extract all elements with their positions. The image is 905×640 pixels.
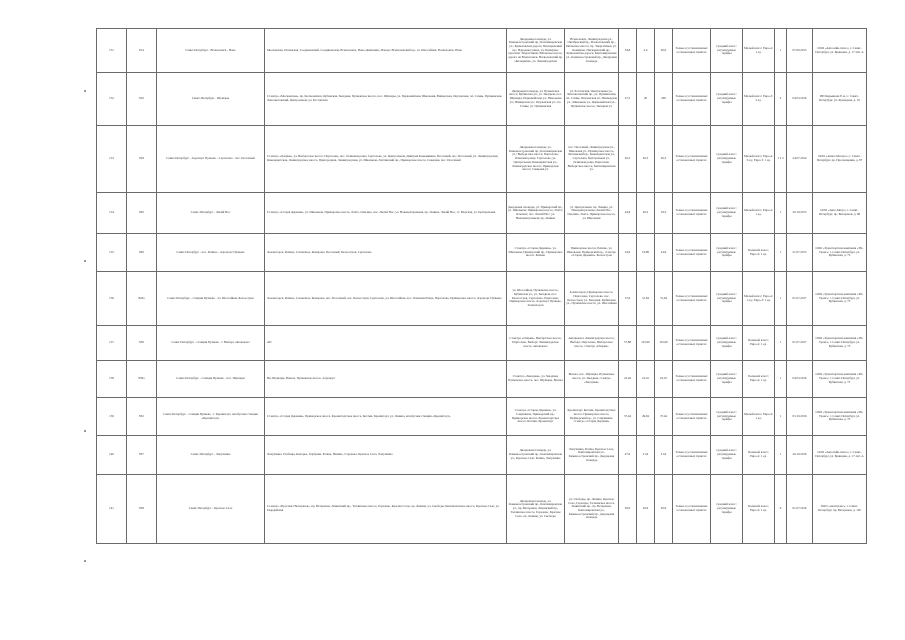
cell-num: 131 [97, 29, 127, 73]
cell-reg: 820 [127, 193, 157, 234]
margin-mark [84, 260, 86, 262]
cell-num: 141 [97, 475, 127, 544]
cell-carrier: ООО «Транспортная компания «ТК-Транс»; г. Санкт-Петербург, ул. Кубинская, д. 73 [813, 361, 867, 398]
cell-len-f: 26,3 [619, 126, 637, 193]
cell-stop-order: Только в установленных остановочных пунктах [673, 326, 711, 361]
cell-len-b: 20 [637, 73, 655, 126]
cell-veh: Большой класс; Евро-4: 1 ед. [743, 234, 775, 272]
table-row [97, 398, 867, 436]
cell-route: Санкт-Петербург - станция Пулково - пос. Шушары [157, 361, 265, 398]
cell-tariff: Средний класс: регулируемые тарифы [711, 193, 743, 234]
cell-veh: Малый класс; Евро-4: 1 ед.; Евро-3: 1 ед. [743, 272, 775, 326]
cell-tariff: Средний класс: регулируемые тарифы [711, 234, 743, 272]
cell-streets-back: Автовокзал, Ленинградское шоссе, Выборг, Парголово, Выборгское шоссе, ст.метро «Озерки» [565, 326, 619, 361]
table-row [97, 361, 867, 398]
cell-date: 24.07.2014 [787, 126, 813, 193]
cell-stop-order: Только в установленных остановочных пунктах [673, 234, 711, 272]
cell-route: Санкт-Петербург - Шушары [157, 73, 265, 126]
cell-len-b: 26,3 [637, 126, 655, 193]
cell-date: 03.10.2016 [787, 398, 813, 436]
cell-stop-order: Только в установленных остановочных пунктах [673, 126, 711, 193]
cell-len-c: 125,00 [655, 326, 673, 361]
cell-date: 21.07.2015 [787, 234, 813, 272]
cell-count: 1 [775, 361, 787, 398]
cell-reg: 818 [127, 126, 157, 193]
cell-stops: Зеленогорск, Репино, Солнечное, Комарово, Песочный, Белоостров, Сертолово [265, 234, 507, 272]
cell-stop-order: Только в установленных остановочных пунктах [673, 193, 711, 234]
cell-route: Санкт-Петербург - станция Пулково - г. Выборг, автовокзал [157, 326, 265, 361]
cell-route: Санкт-Петербург - Всеволожск - Ново [157, 29, 265, 73]
table-row [97, 436, 867, 475]
cell-reg: 814 [127, 29, 157, 73]
cell-route: Санкт-Петербург - Красное Село [157, 475, 265, 544]
cell-streets-fwd: Дворцовая площадь; ул. Каменоостровский пр.; Кантемировская ул.; Выборгское шоссе; Парголово; Осиновая роща; Сертолово; ул. Центральная; Комендантская ул.; Ленинградское шоссе; Приморское шоссе; Северная ул. [507, 126, 565, 193]
cell-stops: Ст.метро «Старая Деревня», Приморское шоссе, Кронштадтское шоссе, Котлин, Кронштадт, ул. Ленина, автобусная станция «Кронштадт» [265, 398, 507, 436]
cell-reg: 826 [127, 234, 157, 272]
cell-count: 1 [775, 436, 787, 475]
cell-carrier: ООО «Транспортная компания «ТК-Транс»; г. Санкт-Петербург, ул. Кубинская, д. 73 [813, 398, 867, 436]
cell-len-c: 20,0 [655, 29, 673, 73]
cell-carrier: ООО «Авто-Метр»; г. Санкт-Петербург, пр. Ветеранов, д. 68 [813, 193, 867, 234]
cell-reg: 838 [127, 475, 157, 544]
table-body [97, 29, 867, 544]
cell-date: 04.03.2016 [787, 361, 813, 398]
cell-veh: Малый класс; Евро-4: 1 ед. [743, 398, 775, 436]
cell-len-b: 22,16 [637, 361, 655, 398]
cell-num: 137 [97, 326, 127, 361]
cell-stops: Ст.метро «Старая Деревня», ул. Школьная, Приморское шоссе, Лахта, Ольгино, пос. Лисий Нос, ул. Новоцентральная, пр. Ленина, Лисий Нос, ст. Морская, ул. Центральная [265, 193, 507, 234]
cell-len-c: 20,0 [655, 475, 673, 544]
cell-reg: 830 [127, 326, 157, 361]
cell-date: 04.03.2016 [787, 73, 813, 126]
cell-len-f: 37,44 [619, 398, 637, 436]
cell-date: 01.07.2017 [787, 272, 813, 326]
cell-count: 2 [775, 73, 787, 126]
table-row [97, 126, 867, 193]
cell-streets-fwd: Дворцовая площадь; ул. Каменоостровский пр.; Кантемировская ул.; Кушелевская дорога; Пискаревский пр.; Народная улица, ул. Коммуны; проспект Энергетиков; Рябовское шоссе; дорога на Всеволожск, Всеволожский пр. «Кольцевая», ул. Ленинградская [507, 29, 565, 73]
cell-stops: Вн. Шушары, Вокзал, Пулковское шоссе, Аэропорт [265, 361, 507, 398]
cell-len-f: 57,88 [619, 326, 637, 361]
cell-streets-back: ул. Ростовская, Центральная ул., Ленсоветовский пр., ул. Пушкинская, пл. Славы, Окуловская ул., Вишерская ул., Школьная ул., Первомайская ул., Пулковское шоссе, Звездная ул. [565, 73, 619, 126]
cell-reg: 832 [127, 398, 157, 436]
cell-len-b: 31,64 [637, 272, 655, 326]
cell-len-c: 200 [655, 73, 673, 126]
cell-streets-back: Вокзал, пос. Шушары, Пулковское шоссе, ул. Звездная, ст.метро «Звездная» [565, 361, 619, 398]
cell-carrier: ООО «Автотранс»; г. Санкт-Петербург, пр. Ветеранов, д. 120 [813, 475, 867, 544]
cell-veh: Малый класс; Евро-3: 2 ед. [743, 73, 775, 126]
cell-tariff: Средний класс: регулируемые тарифы [711, 29, 743, 73]
cell-streets-fwd: Ст.метро «Старая Деревня», ул. Школьная, Приморский пр., Приморское шоссе, Репино [507, 234, 565, 272]
cell-veh: Малый класс; Евро-4: 1 ед. [743, 29, 775, 73]
cell-carrier: ООО «Автолайн-плюс»; г. Санкт-Петербург, ул. Брянцева, д. 17 лит. А [813, 29, 867, 73]
cell-num: 134 [97, 193, 127, 234]
cell-veh: Большой класс; Евро-4: 1 ед. [743, 436, 775, 475]
cell-streets-fwd: Дворцовая площадь, ул. Пулковское шоссе; Кубинская ул.; ул. Звездная; пос. Шушары; Первомайская ул.; Школьная ул.; Вишерская ул.; Окуловская ул.; пл. Славы; ул. Пушкинская [507, 73, 565, 126]
cell-tariff: Средний класс: регулируемые тарифы [711, 73, 743, 126]
cell-route: Санкт-Петербург - Лисий Нос [157, 193, 265, 234]
cell-streets-fwd: Дворцовая площадь, ул. Каменоостровский пр., Кантемировская ул., Красное Село, Ропша, Лопухинка [507, 436, 565, 475]
cell-count: 1 2 3 [775, 126, 787, 193]
cell-num: 140 [97, 436, 127, 475]
cell-count: 1 [775, 29, 787, 73]
cell-tariff: Средний класс: регулируемые тарифы [711, 398, 743, 436]
cell-streets-back: ул. Свободы, пр. Ленина, Красное Село, Горелово, Таллинское шоссе, Ленинский пр., пр. Ветеранов, Кантемировская ул., Каменоостровский пр., Дворцовая площадь [565, 475, 619, 544]
table-row [97, 475, 867, 544]
cell-num: 135 [97, 234, 127, 272]
cell-count: 1 [775, 234, 787, 272]
cell-date: 01.07.2016 [787, 475, 813, 544]
cell-streets-fwd: Дворцовая площадь, ул. Каменоостровский пр., Кантемировская ул., пр. Ветеранов, Ленинский пр., Таллинское шоссе, Горелово, Красное Село, пр. Ленина, ул. Свободы [507, 475, 565, 544]
cell-count: 9 [775, 475, 787, 544]
cell-len-b: 125,00 [637, 326, 655, 361]
table-row [97, 193, 867, 234]
cell-stops: Зеленогорск, Репино, Солнечное, Комарово, пос. Песочный, пос. Белоостров, Сертолово, ул. Шоссейная, пос. Осиновая Роща, Парголово, Приморское шоссе, Аэропорт Пулково [265, 272, 507, 326]
cell-len-b: 20,2 [637, 193, 655, 234]
cell-len-b: 19,89 [637, 234, 655, 272]
cell-carrier: ООО «Транспортная компания «ТК-Транс»; г. Санкт-Петербург, ул. Кубинская, д. 73 [813, 272, 867, 326]
cell-date: 07.09.2015 [787, 29, 813, 73]
cell-tariff: Средний класс: регулируемые тарифы [711, 272, 743, 326]
cell-len-f: 34,8 [619, 29, 637, 73]
cell-reg: 837 [127, 436, 157, 475]
cell-streets-back: пос. Песочный, Ленинградская ул., Школьная ул., Приморское шоссе, Лахтинский пр., Комендантская ул., Сертолово, Центральная ул., Осиновая роща, Парголово, Выборгское шоссе, Кантемировская ул. [565, 126, 619, 193]
cell-veh: Малый класс; Евро-4: 3 ед.; Евро-5: 1 ед. [743, 126, 775, 193]
cell-carrier: ООО «Анвел Моторс»; г. Санкт-Петербург, пр. Просвещения, д. 87 [813, 126, 867, 193]
cell-streets-back: Всеволожск, Ленинградская ул., Октябрьский пр., Всеволожский пр., Рябовское шоссе; пр. Энергетиков, ул. Коммуны, Пискаревский пр., Кушелевская дорога; Кантемировская ул., Каменоостровский пр., Дворцовая площадь [565, 29, 619, 73]
cell-num: 138 [97, 361, 127, 398]
table-row [97, 29, 867, 73]
cell-streets-back: Лопухинка, Ропша, Красное Село, Кантемировская ул., Каменоостровский пр., Дворцовая площадь [565, 436, 619, 475]
cell-count: 1 [775, 326, 787, 361]
cell-carrier: ООО «Транспортная компания «ТК-Транс»; г. Санкт-Петербург, ул. Кубинская, д. 73 [813, 326, 867, 361]
cell-date: 29.10.2016 [787, 436, 813, 475]
cell-len-f: 30,0 [619, 475, 637, 544]
cell-count: 1 [775, 193, 787, 234]
cell-len-f: 44,8 [619, 193, 637, 234]
cell-len-f: 47,6 [619, 436, 637, 475]
table-row [97, 234, 867, 272]
cell-len-f: 37,6 [619, 272, 637, 326]
cell-len-c: 37,44 [655, 398, 673, 436]
cell-route: Санкт-Петербург - станция Пулково - ул. Шоссейная, Белоостров [157, 272, 265, 326]
cell-stop-order: Только в установленных остановочных пунктах [673, 272, 711, 326]
margin-mark [84, 560, 86, 562]
cell-len-b: 49,04 [637, 398, 655, 436]
cell-date: 29.10.2015 [787, 193, 813, 234]
cell-stops: Ст.метро «Проспект Ветеранов», пр. Ветеранов, Ленинский пр., Таллинское шоссе, Горелово, Красное Село, пр. Ленина, ул. Свободы, Кингисеппское шоссе, Красное Село, ул. Гвардейская [265, 475, 507, 544]
cell-streets-fwd: Ст.метро «Звездная», ул. Звездная, Пулковское шоссе, пос. Шушары, Вокзал [507, 361, 565, 398]
cell-route: Санкт-Петербург - Лопухинка [157, 436, 265, 475]
cell-veh: Малый класс; Евро-4: 1 ед. [743, 193, 775, 234]
cell-streets-fwd: Дворцовая площадь; ул. Приморский пр.; ул. Школьная; Приморское шоссе; Лахта; Ольгино; пос. Лисий Нос; ул. Новоцентральная; пр. Ленина [507, 193, 565, 234]
cell-len-c: 21,6 [655, 436, 673, 475]
cell-carrier: ООО «Автолайн-плюс»; г. Санкт-Петербург, ул. Брянцева, д. 17 лит. А [813, 436, 867, 475]
cell-veh: Большой класс; Евро-4: 1 ед. [743, 361, 775, 398]
cell-route: Санкт-Петербург - пос. Репино - Аэропорт Пулково [157, 234, 265, 272]
cell-streets-fwd: Ст.метро «Озерки», Выборгское шоссе, Парголово, Выборг, Ленинградское шоссе, автовокзал [507, 326, 565, 361]
cell-count: 1 [775, 272, 787, 326]
cell-num: 139 [97, 398, 127, 436]
cell-reg: 826а [127, 272, 157, 326]
cell-stops: Ст.метро «Московская», пр. Космонавтов, Кубинская, Звездная, Пулковское шоссе, пос. Шушары, ул. Первомайская, Школьная, Вишерская, Окуловская, пл. Славы, Пушкинская, Ленсоветовский, Центральная, ул. Ростовская [265, 73, 507, 126]
cell-len-b: 21,6 [637, 436, 655, 475]
cell-streets-fwd: ул. Шоссейная, Пулковское шоссе, Кубинская ул., ул. Звездная, пос. Белоостров, Сертолово, Парголово, Приморское шоссе, Аэропорт Пулково, Зеленогорск [507, 272, 565, 326]
cell-veh: Большой класс; Евро-4: 1 ед. [743, 326, 775, 361]
cell-stop-order: Только в установленных остановочных пунктах [673, 475, 711, 544]
cell-stops: Лопухинка, Глобицы, Копорье, Горбунки, Ропша, Низино, Стрельна, Красное Село, Лопухинка [265, 436, 507, 475]
cell-len-f: 22,04 [619, 361, 637, 398]
cell-len-c: 24,6 [655, 234, 673, 272]
cell-route: Санкт-Петербург - станция Пулково - г. Кронштадт, автобусная станция «Кронштадт» [157, 398, 265, 436]
cell-tariff: Средний класс: регулируемые тарифы [711, 361, 743, 398]
table-row [97, 73, 867, 126]
cell-num: 132 [97, 73, 127, 126]
cell-reg: 830а [127, 361, 157, 398]
cell-num: 136 [97, 272, 127, 326]
cell-num: 133 [97, 126, 127, 193]
cell-tariff: Средний класс: регулируемые тарифы [711, 436, 743, 475]
cell-len-b: 2,4 [637, 29, 655, 73]
cell-len-c: 26,3 [655, 126, 673, 193]
table-row [97, 272, 867, 326]
cell-len-f: 24,6 [619, 234, 637, 272]
cell-stop-order: Только в установленных остановочных пунктах [673, 73, 711, 126]
cell-stop-order: Только в установленных остановочных пунктах [673, 29, 711, 73]
cell-streets-back: ул. Центральная, пр. Ленина, ул. Новоцентральная, Лисий Нос, Ольгино, Лахта, Приморское шоссе, ул. Школьная [565, 193, 619, 234]
cell-stops: АП [265, 326, 507, 361]
cell-date: 01.07.2017 [787, 326, 813, 361]
cell-streets-back: Приморское шоссе, Репино, ул. Школьная, Приморский пр., ст.метро «Старая Деревня», Белоостров [565, 234, 619, 272]
cell-streets-back: Зеленогорск, Приморское шоссе, Парголово, Сертолово, пос. Белоостров, ул. Звездная, Кубинская ул., Пулковское шоссе, ул. Шоссейная [565, 272, 619, 326]
cell-stops: Московская, Охтинская, Соединенский, Соединенская, Всеволожск, Ново-Девяткино, Ижора, Всеволожский пр., ул. Шоссейная, Всеволожск, Ново [265, 29, 507, 73]
cell-len-c: 31,64 [655, 272, 673, 326]
cell-reg: 816 [127, 73, 157, 126]
cell-stops: Ст.метро «Озерки», ул. Выборгское шоссе, Парголово, пос. Осиновая роща, Сертолово, ул. Центральная, Дмитрия Кожемякина, Песочный, пос. Песочный, ул. Ленинградская, Комендантская, Ленинградское шоссе, Пригородная, Ленинградская, ул. Школьная, Лахтинский пр., Приморское шоссе, Северная, пос. Песочный [265, 126, 507, 193]
margin-mark [84, 90, 86, 92]
cell-carrier: ИП Кирьянова Е.А.; г. Санкт-Петербург, ул. Кузнецова, д. 10 [813, 73, 867, 126]
cell-count: 1 [775, 398, 787, 436]
cell-len-b: 20,0 [637, 475, 655, 544]
cell-streets-fwd: Ст.метро «Старая Деревня», ул. Савушкина, Приморский пр., Приморское шоссе, Кронштадтское шоссе, Котлин, Кронштадт [507, 398, 565, 436]
margin-mark [84, 430, 86, 432]
cell-tariff: Средний класс: регулируемые тарифы [711, 475, 743, 544]
cell-tariff: Средний класс: регулируемые тарифы [711, 326, 743, 361]
table-row [97, 326, 867, 361]
route-register-table [96, 28, 867, 544]
cell-stop-order: Только в установленных остановочных пунктах [673, 361, 711, 398]
cell-route: Санкт-Петербург - Аэропорт Пулково - Сертолово - пос. Песочный [157, 126, 265, 193]
cell-veh: Большой класс; Евро-4: 1 ед. [743, 475, 775, 544]
cell-len-c: 18,3 [655, 193, 673, 234]
cell-carrier: ООО «Транспортная компания «ТК-Транс»; г. Санкт-Петербург, ул. Кубинская, д. 73 [813, 234, 867, 272]
cell-len-c: 22,16 [655, 361, 673, 398]
cell-stop-order: Только в установленных остановочных пунктах [673, 436, 711, 475]
cell-streets-back: Кронштадт, Котлин, Кронштадтское шоссе, Приморское шоссе, Приморский пр., ул. Савушкина, ст.метро «Старая Деревня» [565, 398, 619, 436]
cell-len-f: 27,5 [619, 73, 637, 126]
cell-stop-order: Только в установленных остановочных пунктах [673, 398, 711, 436]
cell-tariff: Средний класс: регулируемые тарифы [711, 126, 743, 193]
